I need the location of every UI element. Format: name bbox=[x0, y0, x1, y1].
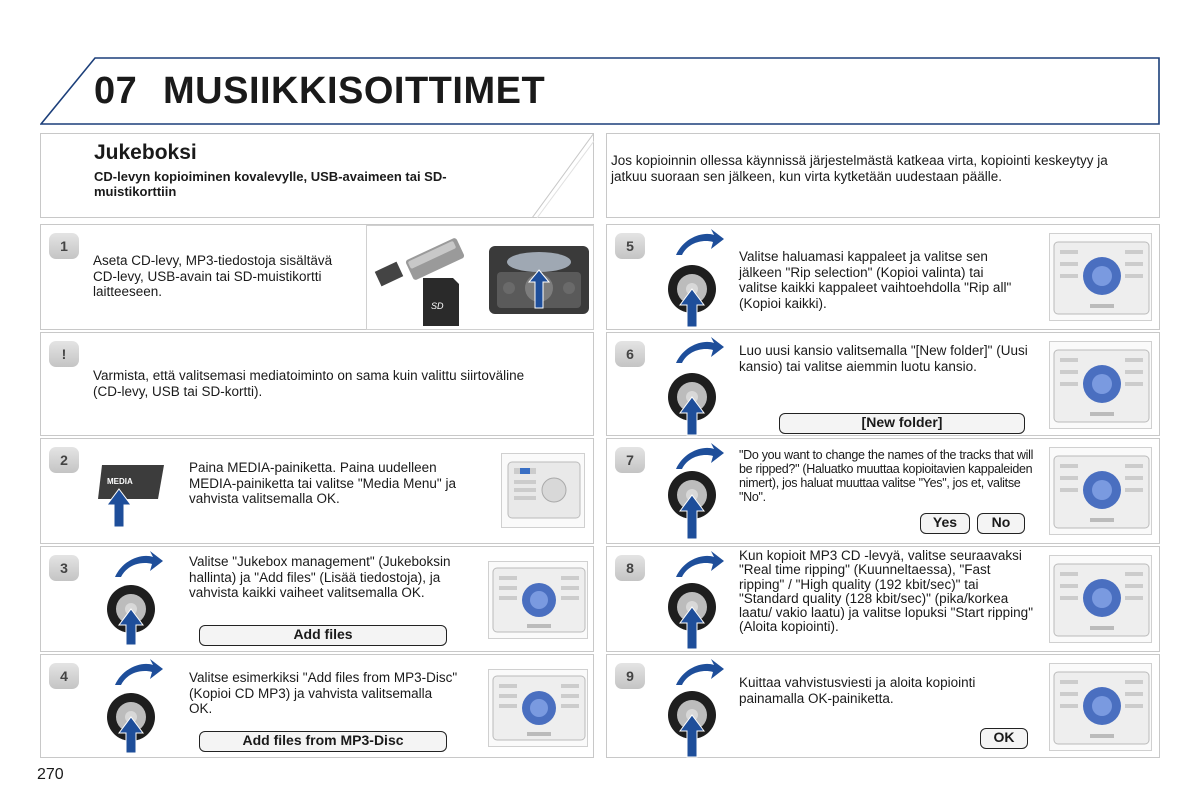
step-5-text: Valitse haluamasi kappaleet ja valitse sen jälkeen "Rip selection" (Kopioi valinta) tai valitse kaikki kappaleet vaihtoehdolla "Rip all" (Kopioi kaikki). bbox=[739, 249, 1012, 311]
radio-panel-icon bbox=[1050, 342, 1153, 430]
page-number: 270 bbox=[37, 766, 64, 783]
step-5 bbox=[606, 224, 1160, 330]
add-files-option[interactable]: Add files bbox=[199, 625, 447, 646]
new-folder-option[interactable]: [New folder] bbox=[779, 413, 1025, 434]
step-badge: 8 bbox=[615, 555, 645, 581]
rotary-knob-icon bbox=[664, 547, 734, 651]
rotary-knob-icon bbox=[103, 655, 173, 755]
section-subtitle: CD-levyn kopioiminen kovalevylle, USB-avaimeen tai SD-muistikorttiin bbox=[94, 169, 447, 199]
step-3 bbox=[40, 546, 594, 652]
chapter-title: MUSIIKKISOITTIMET bbox=[163, 70, 546, 112]
rotary-knob-icon bbox=[103, 547, 173, 647]
step-badge: 3 bbox=[49, 555, 79, 581]
radio-panel-thumb bbox=[501, 453, 585, 528]
step-badge: 9 bbox=[615, 663, 645, 689]
step-4 bbox=[40, 654, 594, 758]
step-1-text: Aseta CD-levy, MP3-tiedostoja sisältävä CD-levy, USB-avain tai SD-muistikortti laitteeseen. bbox=[93, 253, 333, 299]
step-8-text: Kun kopioit MP3 CD -levyä, valitse seuraavaksi "Real time ripping" (Kuunneltaessa), "Fast ripping" / "High quality (192 kbit/sec)" tai "Standard quality (128 kbit/sec)" (pika/korkea laatu/ vakio laatu) ja valitse lopuksi "Start ripping" (Aloita kopiointi). bbox=[739, 548, 1033, 635]
step-4-text: Valitse esimerkiksi "Add files from MP3-Disc" (Kopioi CD MP3) ja vahvista valitsemalla OK. bbox=[189, 670, 458, 716]
radio-panel-icon bbox=[1050, 448, 1153, 536]
step-1 bbox=[40, 224, 594, 330]
sd-card-icon bbox=[423, 278, 459, 326]
step-badge: 6 bbox=[615, 341, 645, 367]
radio-panel-icon bbox=[489, 562, 589, 640]
step-6 bbox=[606, 332, 1160, 436]
no-option[interactable]: No bbox=[977, 513, 1025, 534]
corner-fold bbox=[532, 133, 594, 218]
step-badge: 2 bbox=[49, 447, 79, 473]
media-button-label: MEDIA bbox=[107, 477, 133, 486]
radio-panel-thumb bbox=[488, 669, 588, 747]
step-6-text: Luo uusi kansio valitsemalla "[New folder]" (Uusi kansio) tai valitse aiemmin luotu kansio. bbox=[739, 343, 1028, 374]
radio-panel-thumb bbox=[1049, 663, 1152, 751]
power-cut-note-text: Jos kopioinnin ollessa käynnissä järjestelmästä katkeaa virta, kopiointi keskeytyy ja jatkuu suoraan sen jälkeen, kun virta kytketään uudestaan päälle. bbox=[611, 153, 1108, 184]
usb-sd-cd-illustration bbox=[367, 226, 595, 331]
chapter-header bbox=[40, 56, 1161, 126]
rotary-knob-icon bbox=[664, 333, 734, 437]
section-title: Jukeboksi bbox=[94, 141, 197, 164]
step-2-text: Paina MEDIA-painiketta. Paina uudelleen MEDIA-painiketta tai valitse "Media Menu" ja vahvista valitsemalla OK. bbox=[189, 460, 456, 506]
step-2 bbox=[40, 438, 594, 544]
radio-panel-thumb bbox=[1049, 341, 1152, 429]
add-files-from-mp3-disc-option[interactable]: Add files from MP3-Disc bbox=[199, 731, 447, 752]
step-badge: 1 bbox=[49, 233, 79, 259]
radio-panel-thumb bbox=[1049, 555, 1152, 643]
radio-panel-thumb bbox=[1049, 233, 1152, 321]
chapter-number: 07 bbox=[94, 70, 138, 112]
yes-option[interactable]: Yes bbox=[920, 513, 970, 534]
radio-panel-icon bbox=[502, 454, 586, 529]
radio-panel-thumb bbox=[1049, 447, 1152, 535]
rotary-knob-icon bbox=[664, 439, 734, 543]
step-badge: 5 bbox=[615, 233, 645, 259]
step-badge: 7 bbox=[615, 447, 645, 473]
radio-panel-thumb bbox=[488, 561, 588, 639]
power-cut-note bbox=[606, 133, 1160, 218]
radio-panel-icon bbox=[489, 670, 589, 748]
step-3-text: Valitse "Jukebox management" (Jukeboksin hallinta) ja "Add files" (Lisää tiedostoja), ja vahvista kaikki vaiheet valitsemalla OK. bbox=[189, 554, 451, 600]
step-9 bbox=[606, 654, 1160, 758]
ok-option[interactable]: OK bbox=[980, 728, 1028, 749]
svg-text:SD: SD bbox=[431, 301, 444, 311]
media-button-illustration bbox=[96, 459, 171, 529]
radio-front-icon bbox=[489, 246, 589, 314]
step-8 bbox=[606, 546, 1160, 652]
section-intro bbox=[40, 133, 594, 218]
media-devices-illustration bbox=[366, 225, 594, 330]
warning-box bbox=[40, 332, 594, 436]
radio-panel-icon bbox=[1050, 664, 1153, 752]
warning-badge: ! bbox=[49, 341, 79, 367]
radio-panel-icon bbox=[1050, 556, 1153, 644]
step-badge: 4 bbox=[49, 663, 79, 689]
step-9-text: Kuittaa vahvistusviesti ja aloita kopiointi painamalla OK-painiketta. bbox=[739, 675, 976, 706]
warning-text: Varmista, että valitsemasi mediatoiminto on sama kuin valittu siirtoväline (CD-levy, USB tai SD-kortti). bbox=[93, 368, 525, 399]
step-7 bbox=[606, 438, 1160, 544]
step-7-text: "Do you want to change the names of the tracks that will be ripped?" (Haluatko muuttaa kopioitavien kappaleiden nimert), jos haluat muuttaa valitse "Yes", jos et, valitse "No". bbox=[739, 448, 1034, 504]
rotary-knob-icon bbox=[664, 225, 734, 329]
rotary-knob-icon bbox=[664, 655, 734, 759]
radio-panel-icon bbox=[1050, 234, 1153, 322]
